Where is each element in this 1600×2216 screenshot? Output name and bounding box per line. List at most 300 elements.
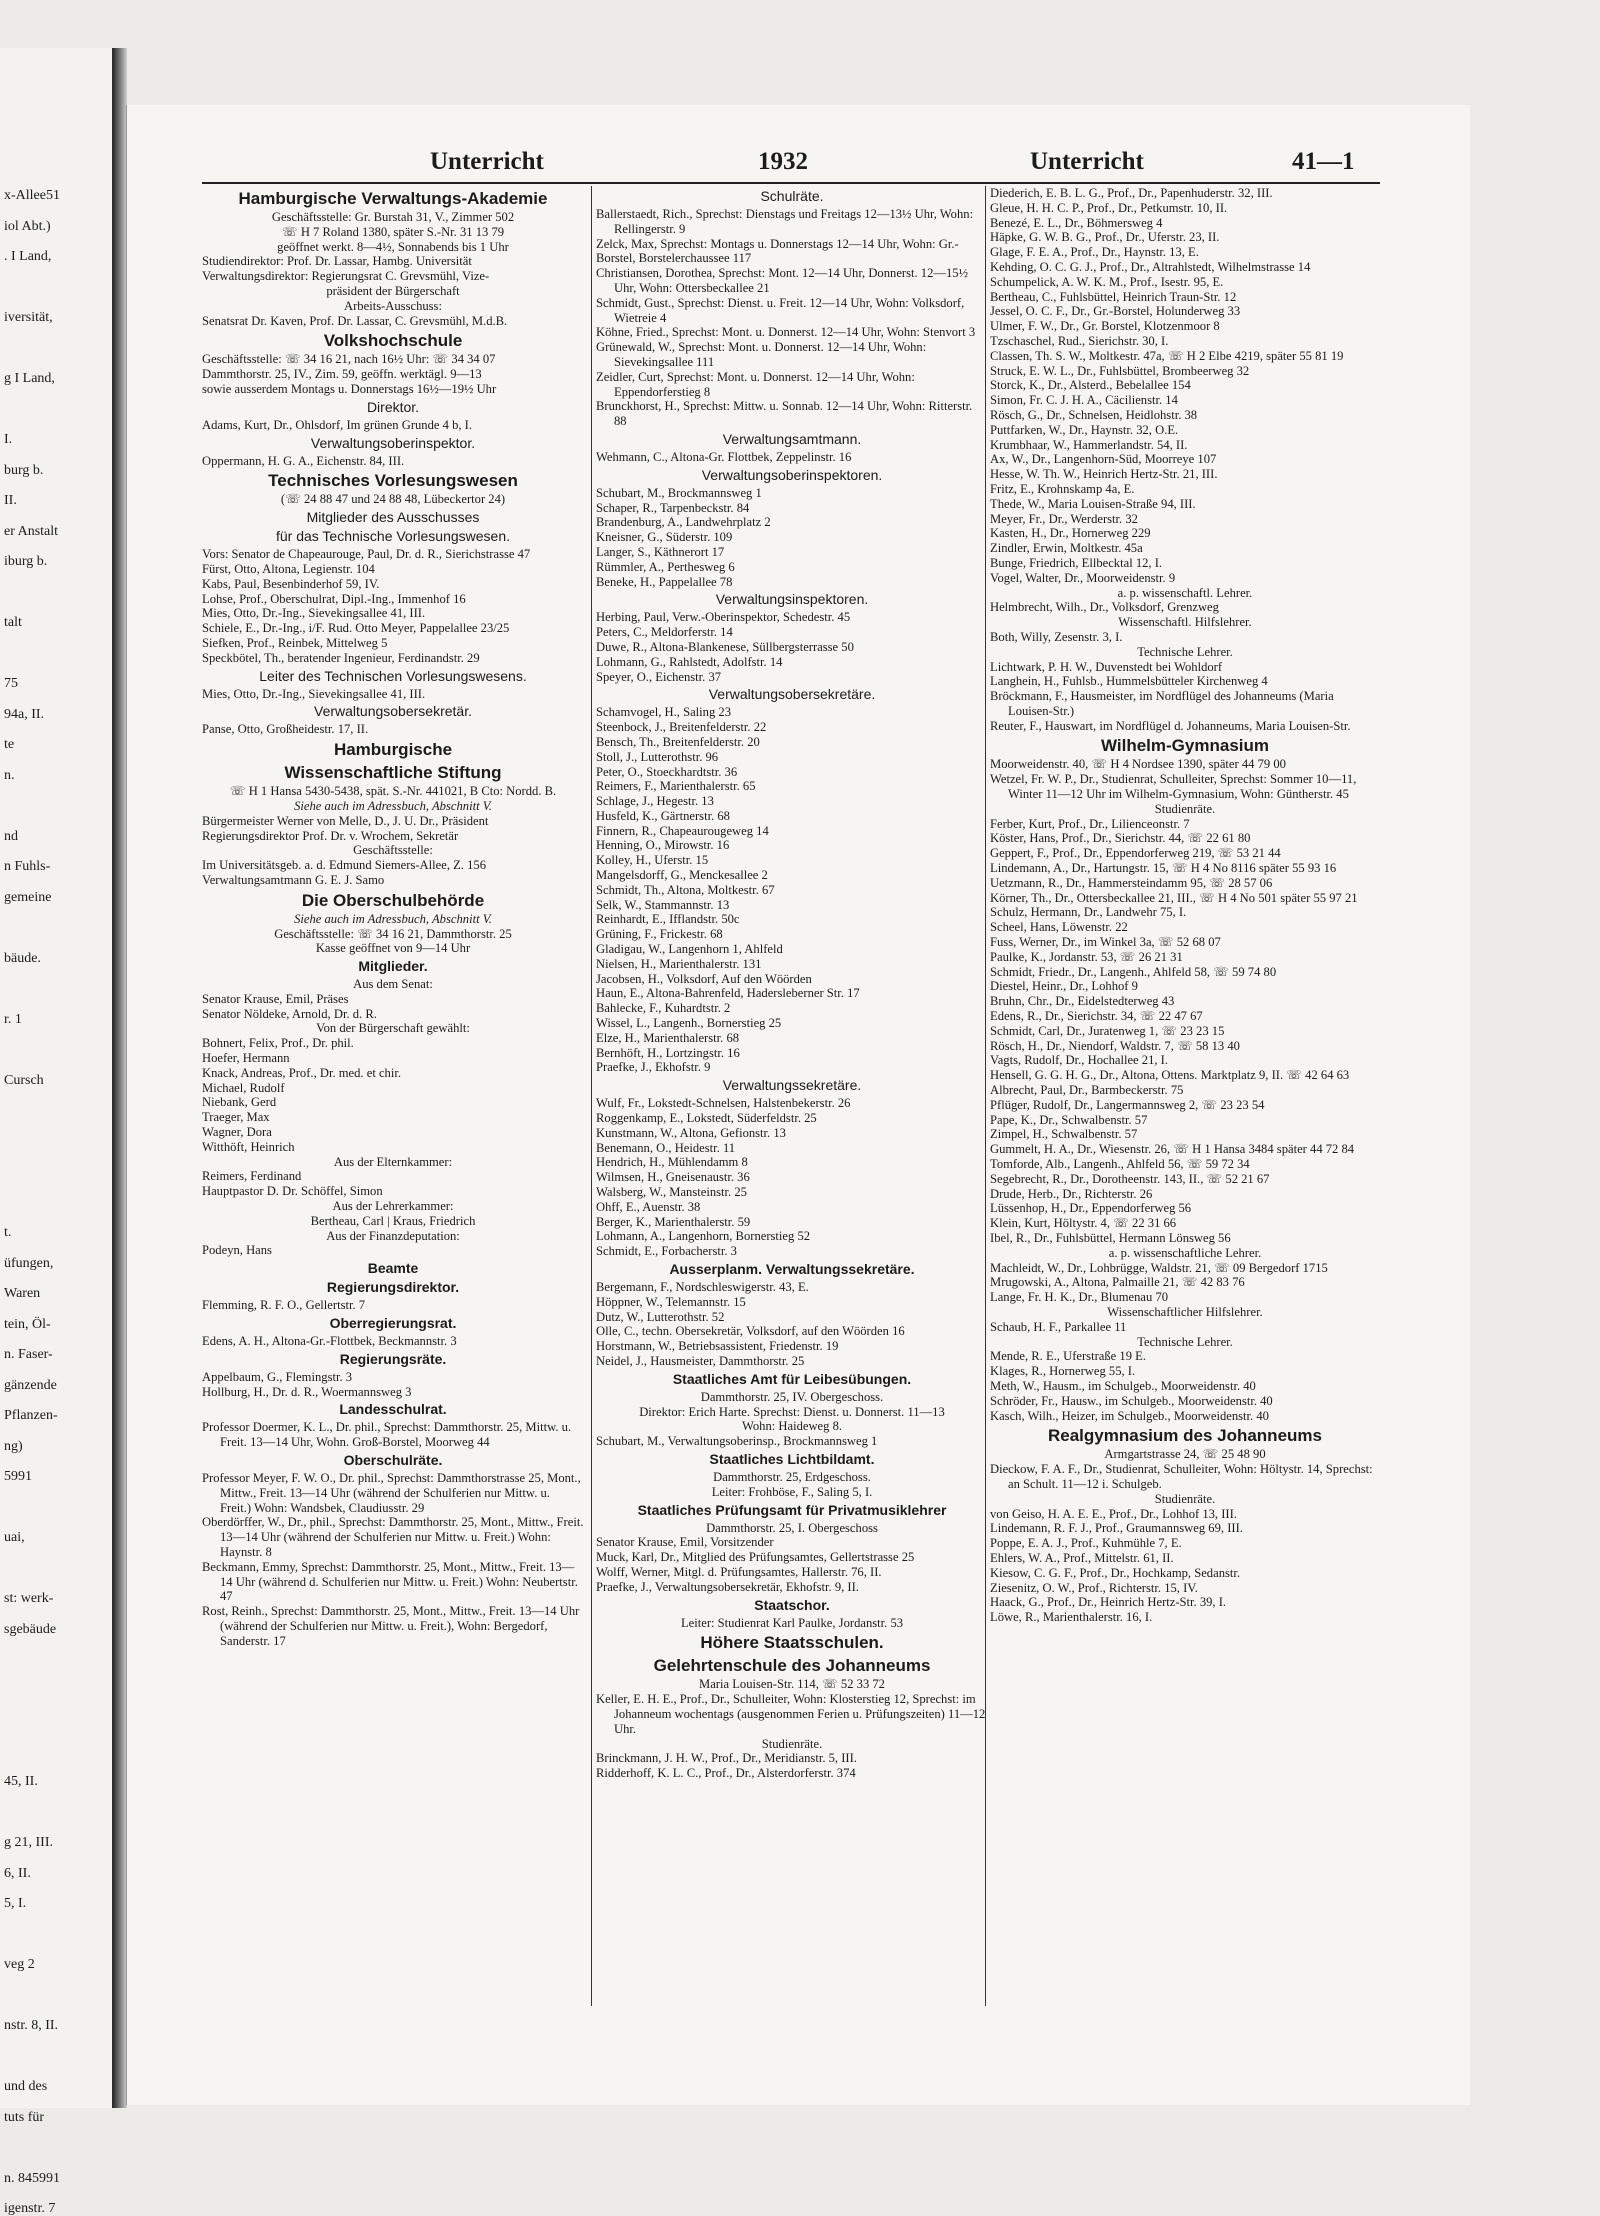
subsection-heading: Landesschulrat.: [339, 1401, 447, 1418]
centered-line: Dammthorstr. 25, IV. Obergeschoss.: [700, 1389, 884, 1404]
cross-reference: Siehe auch im Adressbuch, Abschnitt V.: [294, 798, 492, 813]
entry-line: Benezé, E. L., Dr., Böhmersweg 4: [990, 215, 1163, 230]
subsection-heading: Regierungsräte.: [339, 1350, 447, 1367]
entry-line: Professor Meyer, F. W. O., Dr. phil., Sprechst: Dammthorstrasse 25, Mont., Mittw., Freit. 13—14 Uhr (während der Schulferien nur Mittw. u. Freit.) Wohn: Wandsbek, Claudiusstr. 29: [202, 1471, 581, 1515]
centered-line: Wissenschaftlicher Hilfslehrer.: [1107, 1304, 1263, 1319]
entry-line: Schiele, E., Dr.-Ing., i/F. Rud. Otto Meyer, Pappelallee 23/25: [202, 621, 510, 636]
entry-line: Struck, E. W. L., Dr., Fuhlsbüttel, Brombeerweg 32: [990, 363, 1250, 378]
entry-line: Uetzmann, R., Dr., Hammersteindamm 95, ☏ 28 57 06: [990, 875, 1273, 890]
centered-line: ☏ H 7 Roland 1380, später S.-Nr. 31 13 79: [281, 224, 505, 239]
entry-line: Fuss, Werner, Dr., im Winkel 3a, ☏ 52 68 07: [990, 935, 1221, 950]
entry-line: Gleue, H. H. C. P., Prof., Dr., Petkumstr. 10, II.: [990, 200, 1228, 215]
entry-line: Tomforde, Alb., Langenh., Ahlfeld 56, ☏ 59 72 34: [990, 1157, 1250, 1171]
entry-line: Ibel, R., Dr., Fuhlsbüttel, Hermann Lönsweg 56: [990, 1230, 1231, 1245]
entry-line: Moorweidenstr. 40, ☏ H 4 Nordsee 1390, später 44 79 00: [990, 757, 1286, 772]
adjacent-page-fragment: 75: [4, 676, 18, 691]
entry-line: Bürgermeister Werner von Melle, D., J. U. Dr., Präsident: [202, 813, 489, 828]
entry-line: Vogel, Walter, Dr., Moorweidenstr. 9: [990, 570, 1176, 585]
entry-line: Thede, W., Maria Louisen-Straße 94, III.: [990, 496, 1196, 511]
subsection-heading: Staatliches Prüfungsamt für Privatmusiklehrer: [637, 1501, 947, 1518]
section-heading: Realgymnasium des Johanneums: [1048, 1426, 1322, 1446]
adjacent-page-fragment: g I Land,: [4, 371, 55, 386]
subsection-heading: Verwaltungsamtmann.: [722, 430, 862, 447]
section-heading: Gelehrtenschule des Johanneums: [653, 1656, 931, 1676]
entry-line: Christiansen, Dorothea, Sprechst: Mont. 12—14 Uhr, Donnerst. 12—15½ Uhr, Wohn: Ottersbeckallee 21: [596, 266, 969, 295]
entry-line: Schulz, Hermann, Dr., Landwehr 75, I.: [990, 905, 1187, 920]
centered-line: a. p. wissenschaftl. Lehrer.: [1117, 585, 1253, 600]
adjacent-page-fragment: tuts für: [4, 2109, 45, 2125]
book-binding: [113, 48, 127, 2108]
entry-line: Podeyn, Hans: [202, 1243, 272, 1258]
entry-line: Kolley, H., Uferstr. 15: [596, 853, 709, 868]
centered-line: Leiter: Frohböse, F., Saling 5, I.: [711, 1484, 873, 1499]
entry-line: Schmidt, E., Forbacherstr. 3: [596, 1244, 737, 1259]
adjacent-page-fragment: iol Abt.): [4, 218, 51, 234]
entry-line: Reimers, Ferdinand: [202, 1169, 302, 1184]
entry-line: Senatsrat Dr. Kaven, Prof. Dr. Lassar, C. Grevsmühl, M.d.B.: [202, 313, 508, 328]
entry-line: Panse, Otto, Großheidestr. 17, II.: [202, 722, 369, 737]
entry-line: Beckmann, Emmy, Sprechst: Dammthorstr. 25, Mont., Mittw., Freit. 13—14 Uhr (während d. Schulferien nur Mittw. u. Freit.) Wohn: Neubertstr. 47: [202, 1559, 578, 1604]
entry-line: Wagner, Dora: [202, 1125, 272, 1140]
entry-line: Wulf, Fr., Lokstedt-Schnelsen, Halstenbekerstr. 26: [596, 1096, 851, 1111]
adjacent-page-fragment: üfungen,: [4, 1255, 54, 1271]
entry-line: Siefken, Prof., Reinbek, Mittelweg 5: [202, 635, 388, 650]
section-heading: Wissenschaftliche Stiftung: [284, 763, 502, 783]
entry-line: Grünewald, W., Sprechst: Mont. u. Donnerst. 12—14 Uhr, Wohn: Sievekingsallee 111: [596, 340, 927, 369]
centered-line: Aus der Elternkammer:: [333, 1154, 453, 1169]
centered-line: Direktor: Erich Harte. Sprechst: Dienst. u. Donnerst. 11—13: [639, 1404, 945, 1419]
adjacent-page-fragment: 5991: [4, 1469, 32, 1484]
entry-line: Edens, R., Dr., Sierichstr. 34, ☏ 22 47 67: [990, 1009, 1203, 1024]
entry-line: Both, Willy, Zesenstr. 3, I.: [990, 629, 1123, 644]
entry-line: Drude, Herb., Dr., Richterstr. 26: [990, 1186, 1153, 1201]
subsection-heading: Verwaltungsobersekretäre.: [708, 686, 876, 703]
centered-line: Technische Lehrer.: [1137, 644, 1233, 659]
entry-line: Traeger, Max: [202, 1110, 270, 1125]
entry-line: Poppe, E. A. J., Prof., Kuhmühle 7, E.: [990, 1536, 1182, 1551]
adjacent-page-fragment: x-Allee51: [4, 188, 60, 203]
adjacent-page-fragment: II.: [4, 493, 17, 508]
entry-line: Rösch, H., Dr., Niendorf, Waldstr. 7, ☏ 58 13 40: [990, 1038, 1240, 1053]
entry-line: Wehmann, C., Altona-Gr. Flottbek, Zeppelinstr. 16: [596, 449, 852, 464]
entry-line: Edens, A. H., Altona-Gr.-Flottbek, Beckmannstr. 3: [202, 1334, 457, 1349]
entry-line: Zelck, Max, Sprechst: Montags u. Donnerstags 12—14 Uhr, Wohn: Gr.-Borstel, Borstelerchaussee 117: [596, 236, 959, 266]
entry-line: Ax, W., Dr., Langenhorn-Süd, Moorreye 107: [990, 452, 1217, 467]
entry-line: von Geiso, H. A. E. E., Prof., Dr., Lohhof 13, III.: [990, 1506, 1237, 1521]
adjacent-page-fragment: . I Land,: [4, 249, 52, 264]
adjacent-page-strip: [0, 48, 114, 2216]
entry-line: Storck, K., Dr., Alsterd., Bebelallee 154: [990, 378, 1191, 393]
entry-line: Selk, W., Stammannstr. 13: [596, 897, 730, 912]
centered-line: Studienräte.: [761, 1736, 823, 1751]
entry-line: Körner, Th., Dr., Ottersbeckallee 21, III., ☏ H 4 No 501 später 55 97 21: [990, 890, 1358, 905]
entry-line: Benemann, O., Heidestr. 11: [596, 1140, 736, 1155]
centered-line: Arbeits-Ausschuss:: [344, 298, 442, 313]
entry-line: Vagts, Rudolf, Dr., Hochallee 21, I.: [990, 1053, 1169, 1068]
adjacent-page-fragment: veg 2: [4, 1957, 35, 1972]
centered-line: Bertheau, Carl | Kraus, Friedrich: [310, 1213, 476, 1228]
entry-line: Reuter, F., Hauswart, im Nordflügel d. Johanneums, Maria Louisen-Str.: [990, 718, 1351, 733]
entry-line: Beneke, H., Pappelallee 78: [596, 574, 733, 589]
adjacent-page-fragment: st: werk-: [4, 1591, 54, 1606]
entry-line: Bruhn, Chr., Dr., Eidelstedterweg 43: [990, 994, 1175, 1009]
entry-line: Vors: Senator de Chapeaurouge, Paul, Dr. d. R., Sierichstrasse 47: [202, 547, 531, 562]
centered-line: Armgartstrasse 24, ☏ 25 48 90: [1104, 1447, 1266, 1462]
entry-line: Geppert, F., Prof., Dr., Eppendorferweg 219, ☏ 53 21 44: [990, 846, 1281, 861]
entry-line: Speyer, O., Eichenstr. 37: [596, 669, 722, 684]
entry-line: Scheel, Hans, Löwenstr. 22: [990, 920, 1128, 935]
entry-line: Kunstmann, W., Altona, Gefionstr. 13: [596, 1125, 786, 1140]
entry-line: Rösch, G., Dr., Schnelsen, Heidlohstr. 38: [990, 407, 1198, 422]
entry-line: Ballerstaedt, Rich., Sprechst: Dienstags und Freitags 12—13½ Uhr, Wohn: Rellingerstr. 9: [596, 207, 974, 236]
centered-line: Geschäftsstelle:: [353, 843, 433, 858]
entry-line: Mies, Otto, Dr.-Ing., Sievekingsallee 41, III.: [202, 606, 426, 621]
centered-line: Aus dem Senat:: [353, 977, 433, 992]
entry-line: Häpke, G. W. B. G., Prof., Dr., Uferstr. 23, II.: [990, 230, 1220, 245]
entry-line: Brandenburg, A., Landwehrplatz 2: [596, 515, 771, 530]
entry-line: Köhne, Fried., Sprechst: Mont. u. Donnerst. 12—14 Uhr, Wohn: Stenvort 3: [596, 325, 976, 340]
subsection-heading: Verwaltungssekretäre.: [722, 1077, 862, 1094]
entry-line: Brinckmann, J. H. W., Prof., Dr., Meridianstr. 5, III.: [596, 1751, 857, 1766]
entry-line: Berger, K., Marienthalerstr. 59: [596, 1214, 751, 1229]
adjacent-page-fragment: g 21, III.: [4, 1835, 53, 1850]
column-2: [596, 186, 988, 1781]
entry-line: Löwe, R., Marienthalerstr. 16, I.: [990, 1610, 1153, 1625]
entry-line: Knack, Andreas, Prof., Dr. med. et chir.: [202, 1065, 402, 1080]
entry-line: Glage, F. E. A., Prof., Dr., Haynstr. 13, E.: [990, 245, 1199, 260]
entry-line: Horstmann, W., Betriebsassistent, Friedenstr. 19: [596, 1339, 839, 1354]
adjacent-page-fragment: iversität,: [4, 310, 53, 325]
entry-line: Ehlers, W. A., Prof., Mittelstr. 61, II.: [990, 1550, 1174, 1565]
entry-line: Lichtwark, P. H. W., Duvenstedt bei Wohldorf: [990, 659, 1223, 674]
entry-line: Walsberg, W., Mansteinstr. 25: [596, 1185, 747, 1200]
entry-line: Mende, R. E., Uferstraße 19 E.: [990, 1349, 1146, 1364]
entry-line: Mrugowski, A., Altona, Palmaille 21, ☏ 42 83 76: [990, 1275, 1245, 1290]
entry-line: Duwe, R., Altona-Blankenese, Süllbergsterrasse 50: [596, 639, 854, 654]
entry-line: Reimers, F., Marienthalerstr. 65: [596, 779, 756, 794]
subsection-heading: Oberschulräte.: [343, 1452, 443, 1469]
entry-line: Schmidt, Carl, Dr., Juratenweg 1, ☏ 23 23 15: [990, 1023, 1225, 1038]
entry-line: Regierungsdirektor Prof. Dr. v. Wrochem, Sekretär: [202, 828, 459, 843]
centered-line: Aus der Lehrerkammer:: [332, 1199, 454, 1214]
adjacent-page-fragment: r. 1: [4, 1011, 22, 1027]
entry-line: Simon, Fr. C. J. H. A., Cäcilienstr. 14: [990, 393, 1178, 408]
entry-line: Verwaltungsamtmann G. E. J. Samo: [202, 872, 385, 887]
entry-line: Peters, C., Meldorferstr. 14: [596, 625, 733, 640]
adjacent-page-fragment: sgebäude: [4, 1621, 57, 1637]
entry-line: Schmidt, Th., Altona, Moltkestr. 67: [596, 882, 775, 897]
column-divider-1: [591, 186, 592, 2006]
entry-line: Tzschaschel, Rud., Sierichstr. 30, I.: [990, 333, 1169, 348]
entry-line: Ferber, Kurt, Prof., Dr., Lilienceonstr. 7: [990, 816, 1190, 831]
entry-line: Höppner, W., Telemannstr. 15: [596, 1294, 746, 1309]
section-heading: Technisches Vorlesungswesen: [268, 471, 518, 491]
entry-line: Haun, E., Altona-Bahrenfeld, Hadersleberner Str. 17: [596, 986, 860, 1001]
adjacent-page-fragment: nd: [4, 828, 18, 844]
entry-line: Ulmer, F. W., Dr., Gr. Borstel, Klotzenmoor 8: [990, 319, 1220, 334]
adjacent-page-fragment: I.: [4, 432, 13, 447]
entry-line: Bröckmann, F., Hausmeister, im Nordflügel des Johanneums (Maria Louisen-Str.): [990, 689, 1334, 718]
adjacent-page-fragment: und des: [4, 2079, 48, 2094]
entry-line: Meyer, Fr., Dr., Werderstr. 32: [990, 511, 1138, 526]
entry-line: Studiendirektor: Prof. Dr. Lassar, Hambg. Universität: [202, 254, 472, 269]
cross-reference: Siehe auch im Adressbuch, Abschnitt V.: [294, 911, 492, 926]
centered-line: Kasse geöffnet von 9—14 Uhr: [315, 941, 471, 956]
adjacent-page-fragment: talt: [4, 615, 22, 630]
entry-line: Speckbötel, Th., beratender Ingenieur, Ferdinandstr. 29: [202, 650, 480, 665]
centered-line: Aus der Finanzdeputation:: [326, 1228, 460, 1243]
entry-line: Keller, E. H. E., Prof., Dr., Schulleiter, Wohn: Klosterstieg 12, Sprechst: im Johanneum wochentags (ausgenommen Ferien u. Prüfungszeiten) 11—12 Uhr.: [596, 1692, 986, 1736]
entry-line: Klages, R., Hornerweg 55, I.: [990, 1364, 1136, 1379]
centered-line: ☏ H 1 Hansa 5430-5438, spät. S.-Nr. 441021, B Cto: Nordd. B.: [229, 784, 557, 799]
centered-line: Dammthorstr. 25, I. Obergeschoss: [706, 1520, 878, 1535]
entry-line: Witthöft, Heinrich: [202, 1139, 295, 1154]
entry-line: Wilmsen, H., Gneisenaustr. 36: [596, 1170, 750, 1185]
centered-line: (☏ 24 88 47 und 24 88 48, Lübeckertor 24): [280, 492, 506, 507]
subsection-heading: Regierungsdirektor.: [326, 1279, 460, 1296]
entry-line: Praefke, J., Ekhofstr. 9: [596, 1060, 711, 1075]
entry-line: Wolff, Werner, Mitgl. d. Prüfungsamtes, Hallerstr. 76, II.: [596, 1564, 882, 1579]
adjacent-page-fragment: bäude.: [4, 950, 41, 966]
entry-line: Husfeld, K., Gärtnerstr. 68: [596, 808, 730, 823]
centered-line: Studienräte.: [1154, 801, 1216, 816]
adjacent-page-fragment: burg b.: [4, 462, 44, 478]
subsection-heading: Leiter des Technischen Vorlesungswesens.: [259, 667, 527, 684]
entry-line: Ridderhoff, K. L. C., Prof., Dr., Alsterdorferstr. 374: [596, 1766, 856, 1781]
entry-line: Kasten, H., Dr., Hornerweg 229: [990, 526, 1151, 541]
entry-line: Machleidt, W., Dr., Lohbrügge, Waldstr. 21, ☏ 09 Bergedorf 1715: [990, 1260, 1328, 1275]
subsection-heading: Staatliches Lichtbildamt.: [709, 1450, 875, 1467]
entry-line: Bernhöft, H., Lortzingstr. 16: [596, 1045, 740, 1060]
entry-line: Lohmann, G., Rahlstedt, Adolfstr. 14: [596, 654, 783, 669]
centered-line: Dammthorstr. 25, Erdgeschoss.: [713, 1469, 871, 1484]
entry-line: Lüssenhop, H., Dr., Eppendorferweg 56: [990, 1201, 1192, 1216]
entry-line: Diestel, Heinr., Dr., Lohhof 9: [990, 979, 1138, 994]
entry-line: Lange, Fr. H. K., Dr., Blumenau 70: [990, 1290, 1169, 1305]
entry-line: Schmidt, Friedr., Dr., Langenh., Ahlfeld 58, ☏ 59 74 80: [990, 964, 1277, 979]
entry-line: Dammthorstr. 25, IV., Zim. 59, geöffn. werktägl. 9—13: [202, 367, 482, 382]
centered-line: präsident der Bürgerschaft: [326, 283, 460, 298]
centered-line: Studienräte.: [1154, 1491, 1216, 1506]
adjacent-page-fragment: n.: [4, 767, 15, 783]
entry-line: Bertheau, C., Fuhlsbüttel, Heinrich Traun-Str. 12: [990, 289, 1237, 304]
entry-line: Oberdörffer, W., Dr., phil., Sprechst: Dammthorstr. 25, Mont., Mittw., Freit. 13—14 Uhr (während der Schulferien nur Mittw. u. Freit.) Wohn: Haynstr. 8: [202, 1515, 584, 1559]
entry-line: Stoll, J., Lutterothstr. 96: [596, 749, 719, 764]
adjacent-page-fragment: te: [4, 737, 15, 752]
section-heading: Die Oberschulbehörde: [301, 890, 485, 910]
subsection-heading: Schulräte.: [760, 188, 824, 204]
entry-line: Dutz, W., Lutterothstr. 52: [596, 1309, 725, 1324]
entry-line: Muck, Karl, Dr., Mitglied des Prüfungsamtes, Gellertstrasse 25: [596, 1550, 915, 1565]
header-right-title: Unterricht: [1030, 148, 1144, 175]
entry-line: Senator Krause, Emil, Vorsitzender: [596, 1535, 774, 1550]
entry-line: Classen, Th. S. W., Moltkestr. 47a, ☏ H 2 Elbe 4219, später 55 81 19: [990, 348, 1344, 363]
header-rule: [202, 182, 1380, 184]
entry-line: Langer, S., Käthnerort 17: [596, 544, 725, 559]
entry-line: Krumbhaar, W., Hammerlandstr. 54, II.: [990, 437, 1188, 452]
entry-line: Helmbrecht, Wilh., Dr., Volksdorf, Grenzweg: [990, 600, 1219, 615]
centered-line: a. p. wissenschaftliche Lehrer.: [1108, 1245, 1262, 1260]
entry-line: Paulke, K., Jordanstr. 53, ☏ 26 21 31: [990, 949, 1183, 964]
adjacent-page-fragment: Waren: [4, 1286, 41, 1301]
entry-line: Wissel, L., Langenh., Bornerstieg 25: [596, 1016, 782, 1031]
entry-line: Albrecht, Paul, Dr., Barmbeckerstr. 75: [990, 1083, 1184, 1098]
entry-line: Hendrich, H., Mühlendamm 8: [596, 1155, 748, 1170]
adjacent-page-fragment: 5, I.: [4, 1896, 27, 1911]
entry-line: Zimpel, H., Schwalbenstr. 57: [990, 1127, 1138, 1142]
entry-line: Jessel, O. C. F., Dr., Gr.-Borstel, Holunderweg 33: [990, 304, 1241, 319]
entry-line: Gummelt, H. A., Dr., Wiesenstr. 26, ☏ H 1 Hansa 3484 später 44 72 84: [990, 1142, 1355, 1157]
entry-line: Hoefer, Hermann: [202, 1051, 290, 1066]
entry-line: Roggenkamp, E., Lokstedt, Süderfeldstr. 25: [596, 1111, 817, 1126]
entry-line: Schumpelick, A. W. K. M., Prof., Isestr. 95, E.: [990, 274, 1224, 289]
entry-line: Finnern, R., Chapeaurougeweg 14: [596, 823, 769, 838]
entry-line: Fürst, Otto, Altona, Legienstr. 104: [202, 561, 375, 576]
entry-line: Ziesenitz, O. W., Prof., Richterstr. 15, IV.: [990, 1580, 1198, 1595]
entry-line: Pflüger, Rudolf, Dr., Langermannsweg 2, ☏ 23 23 54: [990, 1097, 1265, 1112]
entry-line: Senator Krause, Emil, Präses: [202, 991, 349, 1006]
entry-line: Olle, C., techn. Obersekretär, Volksdorf, auf den Wöörden 16: [596, 1324, 905, 1339]
entry-line: Langhein, H., Fuhlsb., Hummelsbütteler Kirchenweg 4: [990, 674, 1268, 689]
subsection-heading: Direktor.: [366, 398, 420, 415]
entry-line: Schmidt, Gust., Sprechst: Dienst. u. Freit. 12—14 Uhr, Wohn: Volksdorf, Wietreie 4: [596, 295, 965, 325]
entry-line: Lindemann, R. F. J., Prof., Graumannsweg 69, III.: [990, 1521, 1243, 1536]
entry-line: Verwaltungsdirektor: Regierungsrat C. Grevsmühl, Vize-: [202, 269, 490, 284]
subsection-heading: Verwaltungsobersekretär.: [314, 703, 472, 720]
adjacent-page-fragment: er Anstalt: [4, 523, 59, 539]
entry-line: Hesse, W. Th. W., Heinrich Hertz-Str. 21, III.: [990, 467, 1218, 482]
adjacent-page-fragment: 45, II.: [4, 1774, 38, 1789]
column-3: [990, 186, 1380, 1625]
entry-line: Bensch, Th., Breitenfelderstr. 20: [596, 734, 760, 749]
entry-line: Kabs, Paul, Besenbinderhof 59, IV.: [202, 576, 380, 591]
entry-line: Lohse, Prof., Oberschulrat, Dipl.-Ing., Immenhof 16: [202, 591, 466, 606]
centered-line: Geschäftsstelle: ☏ 34 16 21, Dammthorstr. 25: [274, 926, 512, 941]
entry-line: Lohmann, A., Langenhorn, Bornerstieg 52: [596, 1229, 811, 1244]
entry-line: Bunge, Friedrich, Ellbecktal 12, I.: [990, 555, 1163, 570]
adjacent-page-fragment: ng): [4, 1438, 23, 1454]
subsection-heading: Verwaltungsoberinspektoren.: [701, 466, 883, 483]
centered-line: Geschäftsstelle: Gr. Burstah 31, V., Zimmer 502: [271, 210, 515, 224]
entry-line: Oppermann, H. G. A., Eichenstr. 84, III.: [202, 453, 405, 468]
entry-line: Michael, Rudolf: [202, 1080, 285, 1095]
adjacent-page-fragment: nstr. 8, II.: [4, 2018, 59, 2033]
entry-line: Schubart, M., Verwaltungsoberinsp., Brockmannsweg 1: [596, 1434, 878, 1449]
subsection-heading: Verwaltungsinspektoren.: [715, 591, 869, 608]
entry-line: Adams, Kurt, Dr., Ohlsdorf, Im grünen Grunde 4 b, I.: [202, 417, 473, 432]
section-heading: Hamburgische: [333, 740, 453, 760]
entry-line: Bergemann, F., Nordschleswigerstr. 43, E.: [596, 1280, 809, 1294]
entry-line: Schubart, M., Brockmannsweg 1: [596, 485, 762, 500]
entry-line: Schröder, Fr., Hausw., im Schulgeb., Moorweidenstr. 40: [990, 1393, 1273, 1408]
entry-line: Rost, Reinh., Sprechst: Dammthorstr. 25, Mont., Mittw., Freit. 13—14 Uhr (während der Schulferien nur Mittw. u. Freit.), Wohn: Bergedorf, Sanderstr. 17: [202, 1604, 580, 1648]
subsection-heading: Ausserplanm. Verwaltungssekretäre.: [669, 1261, 915, 1277]
centered-line: geöffnet werkt. 8—4½, Sonnabends bis 1 Uhr: [277, 239, 509, 254]
entry-line: Herbing, Paul, Verw.-Oberinspektor, Schedestr. 45: [596, 610, 851, 625]
entry-line: Bahlecke, F., Kuhardtstr. 2: [596, 1001, 731, 1016]
entry-line: Niebank, Gerd: [202, 1095, 277, 1110]
page-number: 41—1: [1292, 148, 1355, 175]
entry-line: Fritz, E., Krohnskamp 4a, E.: [990, 481, 1135, 496]
entry-line: Zeidler, Curt, Sprechst: Mont. u. Donnerst. 12—14 Uhr, Wohn: Eppendorferstieg 8: [596, 369, 915, 399]
adjacent-page-fragment: Cursch: [4, 1072, 44, 1088]
adjacent-page-fragment: gemeine: [4, 889, 52, 905]
entry-line: Gladigau, W., Langenhorn 1, Ahlfeld: [596, 942, 783, 957]
entry-line: Hollburg, H., Dr. d. R., Woermannsweg 3: [202, 1384, 412, 1399]
entry-line: Jacobsen, H., Volksdorf, Auf den Wöörden: [596, 971, 812, 986]
subsection-heading: Mitglieder des Ausschusses: [306, 509, 480, 526]
subsection-heading: Verwaltungsoberinspektor.: [310, 434, 476, 451]
entry-line: Lindemann, A., Dr., Hartungstr. 15, ☏ H 4 No 8116 später 55 93 16: [990, 861, 1337, 876]
centered-line: Technische Lehrer.: [1137, 1334, 1233, 1349]
entry-line: Schaper, R., Tarpenbeckstr. 84: [596, 500, 750, 515]
subsection-heading: Staatliches Amt für Leibesübungen.: [672, 1370, 912, 1387]
entry-line: Reinhardt, E., Ifflandstr. 50c: [596, 912, 740, 927]
adjacent-page-fragment: iburg b.: [4, 554, 48, 569]
entry-line: Haack, G., Prof., Dr., Heinrich Hertz-Str. 39, I.: [990, 1595, 1227, 1610]
entry-line: Zindler, Erwin, Moltkestr. 45a: [990, 541, 1143, 556]
entry-line: Kiesow, C. G. F., Prof., Dr., Hochkamp, Sedanstr.: [990, 1565, 1241, 1580]
entry-line: Schaub, H. F., Parkallee 11: [990, 1319, 1127, 1334]
entry-line: Schamvogel, H., Saling 23: [596, 705, 732, 720]
entry-line: Henning, O., Mirowstr. 16: [596, 838, 730, 853]
entry-line: Mies, Otto, Dr.-Ing., Sievekingsallee 41, III.: [202, 686, 426, 701]
section-heading: Wilhelm-Gymnasium: [1101, 736, 1269, 756]
column-1: [202, 186, 584, 1649]
adjacent-page-fragment: t.: [4, 1225, 12, 1240]
entry-line: Hensell, G. G. H. G., Dr., Altona, Ottens. Marktplatz 9, II. ☏ 42 64 63: [990, 1068, 1350, 1083]
entry-line: Diederich, E. B. L. G., Prof., Dr., Papenhuderstr. 32, III.: [990, 186, 1273, 200]
entry-line: Im Universitätsgeb. a. d. Edmund Siemers-Allee, Z. 156: [202, 858, 486, 873]
subsection-heading: Staatschor.: [754, 1596, 830, 1613]
adjacent-page-fragment: igenstr. 7: [4, 2201, 56, 2216]
entry-line: Kneisner, G., Süderstr. 109: [596, 530, 733, 545]
entry-line: Ohff, E., Auenstr. 38: [596, 1199, 701, 1214]
section-heading: Höhere Staatsschulen.: [700, 1633, 884, 1653]
entry-line: Bohnert, Felix, Prof., Dr. phil.: [202, 1036, 354, 1051]
header-left-title: Unterricht: [430, 148, 544, 175]
entry-line: Brunckhorst, H., Sprechst: Mittw. u. Sonnab. 12—14 Uhr, Wohn: Ritterstr. 88: [596, 399, 973, 429]
centered-line: Maria Louisen-Str. 114, ☏ 52 33 72: [699, 1677, 885, 1692]
entry-line: Kasch, Wilh., Heizer, im Schulgeb., Moorweidenstr. 40: [990, 1408, 1269, 1423]
entry-line: Steenbock, J., Breitenfelderstr. 22: [596, 720, 767, 735]
adjacent-page-fragment: uai,: [4, 1530, 25, 1545]
entry-line: Mangelsdorff, G., Menckesallee 2: [596, 868, 768, 883]
entry-line: Hauptpastor D. Dr. Schöffel, Simon: [202, 1184, 383, 1199]
entry-line: Senator Nöldeke, Arnold, Dr. d. R.: [202, 1006, 377, 1021]
entry-line: Dieckow, F. A. F., Dr., Studienrat, Schulleiter, Wohn: Höltystr. 14, Sprechst: an Schult. 11—12 i. Schulgeb.: [990, 1462, 1373, 1491]
entry-line: Nielsen, H., Marienthalerstr. 131: [596, 956, 762, 971]
adjacent-page-fragment: n. 845991: [4, 2170, 60, 2186]
entry-line: Professor Doermer, K. L., Dr. phil., Sprechst: Dammthorstr. 25, Mittw. u. Freit. 13—14 Uhr, Wohn. Groß-Borstel, Moorweg 44: [202, 1420, 572, 1450]
entry-line: Geschäftsstelle: ☏ 34 16 21, nach 16½ Uhr: ☏ 34 34 07: [202, 352, 496, 367]
entry-line: Flemming, R. F. O., Gellertstr. 7: [202, 1298, 366, 1313]
entry-line: Köster, Hans, Prof., Dr., Sierichstr. 44, ☏ 22 61 80: [990, 831, 1251, 846]
entry-line: Elze, H., Marienthalerstr. 68: [596, 1030, 740, 1045]
entry-line: Peter, O., Stoeckhardtstr. 36: [596, 764, 738, 779]
entry-line: Meth, W., Hausm., im Schulgeb., Moorweidenstr. 40: [990, 1378, 1256, 1393]
entry-line: Appelbaum, G., Flemingstr. 3: [202, 1369, 353, 1384]
entry-line: Grüning, F., Frickestr. 68: [596, 927, 723, 942]
adjacent-page-fragment: n. Faser-: [4, 1347, 53, 1362]
adjacent-page-fragment: n Fuhls-: [4, 859, 51, 874]
entry-line: Rümmler, A., Perthesweg 6: [596, 559, 735, 574]
entry-line: Pape, K., Dr., Schwalbenstr. 57: [990, 1112, 1148, 1127]
entry-line: sowie ausserdem Montags u. Donnerstags 16½—19½ Uhr: [202, 381, 497, 396]
adjacent-page-fragment: 94a, II.: [4, 706, 45, 722]
subsection-heading: Oberregierungsrat.: [329, 1315, 457, 1332]
entry-line: Neidel, J., Hausmeister, Dammthorstr. 25: [596, 1353, 805, 1368]
